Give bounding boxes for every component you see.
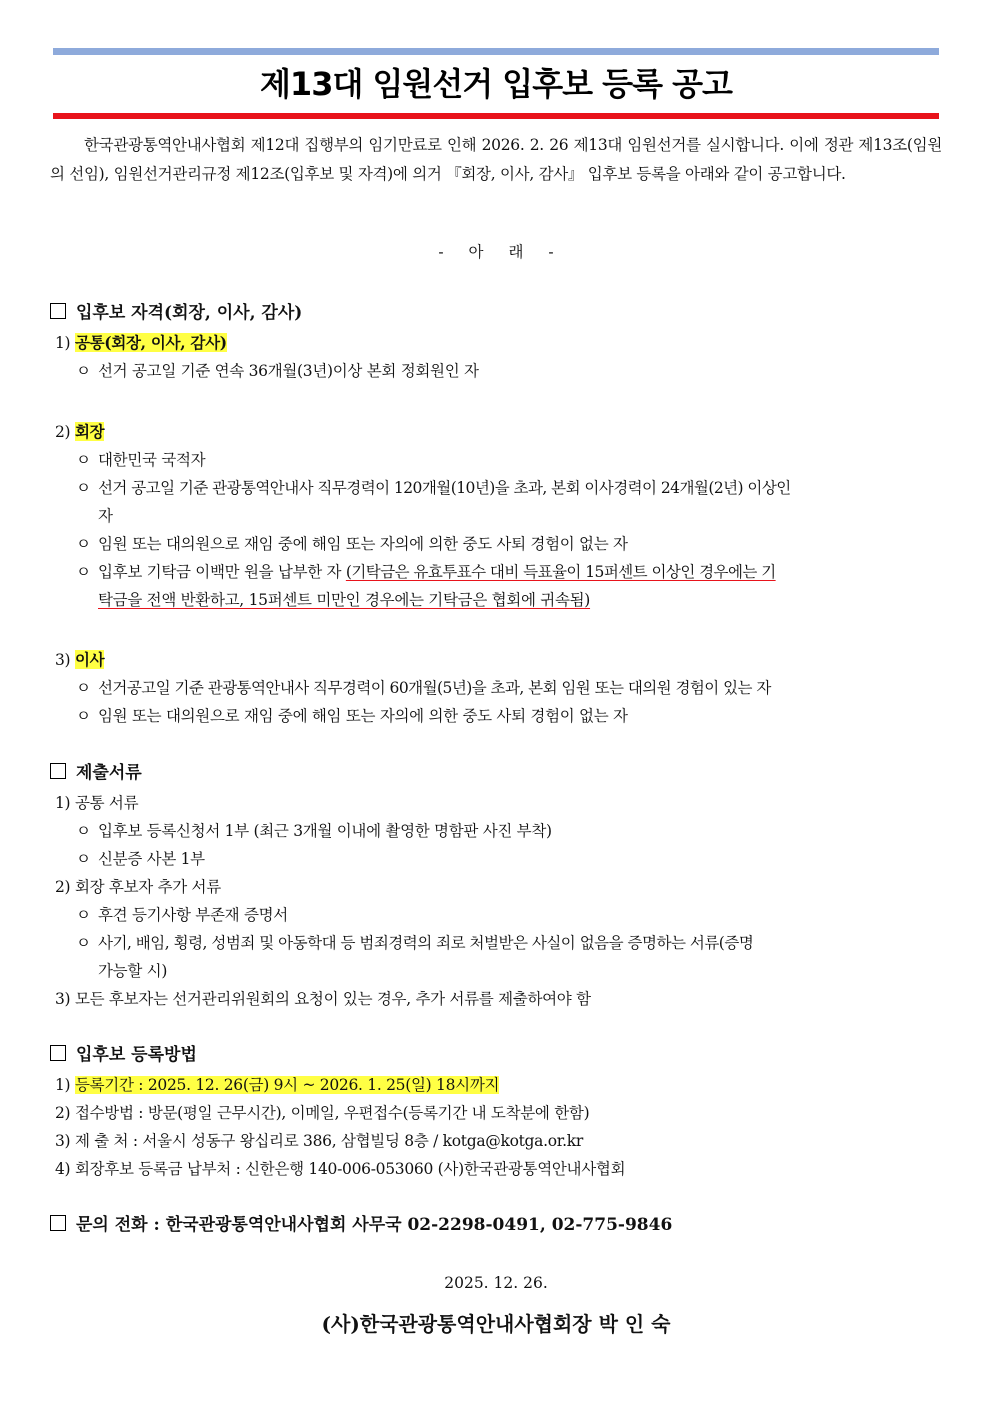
registration-method: 2) 접수방법 : 방문(평일 근무시간), 이메일, 우편접수(등록기간 내 도착분에 한함) — [55, 1104, 590, 1122]
registration-address: 3) 제 출 처 : 서울시 성동구 왕십리로 386, 삼협빌딩 8층 / kotga@kotga.or.kr — [55, 1132, 584, 1150]
item-number: 3) — [55, 1132, 71, 1150]
page-title: 제13대 임원선거 입후보 등록 공고 — [260, 65, 732, 103]
item-number: 1) — [55, 334, 71, 352]
bullet-circle-icon: ㅇ — [76, 906, 91, 924]
item-number: 2) — [55, 878, 71, 896]
contact-line — [50, 1212, 672, 1238]
section-documents — [50, 760, 142, 786]
sub-president — [55, 418, 104, 446]
list-item: ㅇ 후견 등기사항 부존재 증명서 — [76, 901, 288, 929]
bullet-circle-icon: ㅇ — [76, 451, 91, 469]
contact-text: 문의 전화 : 한국관광통역안내사협회 사무국 02-2298-0491, 02-775-9846 — [76, 1215, 673, 1235]
registration-payment: 4) 회장후보 등록금 납부처 : 신한은행 140-006-053060 (사)한국관광통역안내사협회 — [55, 1160, 626, 1178]
checkbox-square-icon — [50, 1045, 66, 1061]
list-item-continuation — [98, 586, 590, 614]
list-item-continuation: 자 — [98, 507, 113, 525]
bullet-circle-icon: ㅇ — [76, 679, 91, 697]
sub-common — [55, 329, 227, 357]
item-number: 1) — [55, 1076, 71, 1094]
section-title: 제출서류 — [76, 763, 142, 783]
list-item: ㅇ 선거 공고일 기준 연속 36개월(3년)이상 본회 정회원인 자 — [76, 357, 479, 385]
bullet-circle-icon: ㅇ — [76, 822, 91, 840]
list-item: ㅇ 신분증 사본 1부 — [76, 845, 205, 873]
list-item: ㅇ 대한민국 국적자 — [76, 446, 205, 474]
underlined-note: 탁금을 전액 반환하고, 15퍼센트 미만인 경우에는 기탁금은 협회에 귀속됨) — [98, 591, 591, 609]
list-item: ㅇ 선거공고일 기준 관광통역안내사 직무경력이 60개월(5년)을 초과, 본회 임원 또는 대의원 경험이 있는 자 — [76, 674, 771, 702]
item-number: 3) — [55, 990, 71, 1008]
list-item: ㅇ 임원 또는 대의원으로 재임 중에 해임 또는 자의에 의한 중도 사퇴 경험이 없는 자 — [76, 702, 628, 730]
item-number: 3) — [55, 651, 71, 669]
item-number: 1) — [55, 794, 71, 812]
checkbox-square-icon — [50, 763, 66, 779]
list-item-continuation: 가능할 시) — [98, 962, 168, 980]
section-registration — [50, 1042, 197, 1068]
highlight-label: 회장 — [74, 422, 105, 441]
section-title: 입후보 등록방법 — [76, 1045, 197, 1065]
bullet-circle-icon: ㅇ — [76, 850, 91, 868]
bullet-circle-icon: ㅇ — [76, 362, 91, 380]
highlight-label: 이사 — [74, 650, 105, 669]
list-item: ㅇ 임원 또는 대의원으로 재임 중에 해임 또는 자의에 의한 중도 사퇴 경험이 없는 자 — [76, 530, 628, 558]
item-number: 4) — [55, 1160, 71, 1178]
item-number: 2) — [55, 1104, 71, 1122]
list-item: ㅇ 사기, 배임, 횡령, 성범죄 및 아동학대 등 범죄경력의 죄로 처벌받은 사실이 없음을 증명하는 서류(증명 — [76, 929, 753, 957]
registration-period — [55, 1071, 499, 1099]
bullet-circle-icon: ㅇ — [76, 535, 91, 553]
bullet-circle-icon: ㅇ — [76, 707, 91, 725]
arae-divider: - 아 래 - — [438, 243, 554, 261]
title-top-bar — [53, 48, 939, 55]
underlined-note: (기탁금은 유효투표수 대비 득표율이 15퍼센트 이상인 경우에는 기 — [345, 563, 776, 581]
intro-paragraph: 한국관광통역안내사협회 제12대 집행부의 임기만료로 인해 2026. 2. 26 제13대 임원선거를 실시합니다. 이에 정관 제13조(임원의 선임), 임원선거관리규정 제12조(입후보 및 자격)에 의거 『회장, 이사, 감사』 입후보 등록을 아래와 같이 공고합니다. — [50, 136, 942, 183]
bullet-circle-icon: ㅇ — [76, 563, 91, 581]
sub-director — [55, 646, 104, 674]
checkbox-square-icon — [50, 303, 66, 319]
item-number: 2) — [55, 423, 71, 441]
checkbox-square-icon — [50, 1215, 66, 1231]
highlight-text: 등록기간 : 2025. 12. 26(금) 9시 ~ 2026. 1. 25(일) 18시까지 — [74, 1076, 500, 1094]
list-item: ㅇ 입후보 기탁금 이백만 원을 납부한 자 (기탁금은 유효투표수 대비 득표율이 15퍼센트 이상인 경우에는 기 — [76, 558, 776, 586]
sub-president-docs: 2) 회장 후보자 추가 서류 — [55, 878, 221, 896]
section-qualifications — [50, 300, 302, 326]
list-item: ㅇ 선거 공고일 기준 관광통역안내사 직무경력이 120개월(10년)을 초과, 본회 이사경력이 24개월(2년) 이상인 — [76, 474, 791, 502]
list-item: ㅇ 입후보 등록신청서 1부 (최근 3개월 이내에 촬영한 명함판 사진 부착) — [76, 817, 552, 845]
bullet-circle-icon: ㅇ — [76, 934, 91, 952]
issue-date: 2025. 12. 26. — [444, 1274, 548, 1292]
sub-common-docs: 1) 공통 서류 — [55, 794, 139, 812]
section-title: 입후보 자격(회장, 이사, 감사) — [76, 303, 303, 323]
highlight-label: 공통(회장, 이사, 감사) — [74, 333, 227, 352]
sub-additional-docs: 3) 모든 후보자는 선거관리위원회의 요청이 있는 경우, 추가 서류를 제출하여야 함 — [55, 990, 591, 1008]
signature: (사)한국관광통역안내사협회장 박 인 숙 — [321, 1312, 671, 1336]
bullet-circle-icon: ㅇ — [76, 479, 91, 497]
title-bottom-bar — [53, 113, 939, 119]
